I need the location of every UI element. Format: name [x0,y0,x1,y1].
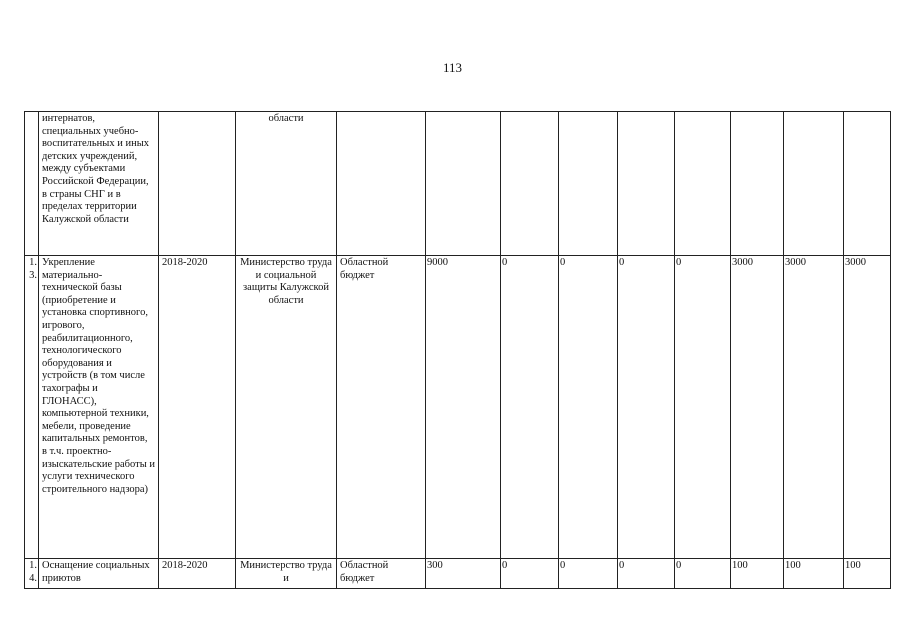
row-number: 1.4. [25,559,39,589]
value-cell: 0 [618,559,675,589]
value-cell: 100 [844,559,891,589]
value-cell [675,112,731,256]
row-number: 1.3. [25,256,39,559]
table-row [25,112,891,256]
measure-name: Укрепление материально-технической базы (приобретение и установка спортивного, игрового, реабилитационного, технологического оборудования и устройств (в том числе тахографы и ГЛОНАСС), компьютерной техники, мебели, проведение капитальных ремонтов, в т.ч. проектно-изыскательские работы и услуги технического строительного надзора) [39,256,159,559]
value-cell: 0 [501,559,559,589]
period [159,112,236,256]
value-cell [618,112,675,256]
value-cell: 0 [559,559,618,589]
table-row [25,256,891,559]
value-cell [731,112,784,256]
executor: Министерство труда и социальной защиты Калужской области [236,256,337,559]
table-row [25,559,891,589]
executor: области [236,112,337,256]
value-cell [784,112,844,256]
measure-name: Оснащение социальных приютов [39,559,159,589]
value-cell: 9000 [426,256,501,559]
executor: Министерство труда и [236,559,337,589]
measure-name: интернатов, специальных учебно-воспитательных и иных детских учреждений, между субъектами Российской Федерации, в страны СНГ и в пределах территории Калужской области [39,112,159,256]
value-cell: 300 [426,559,501,589]
page-number: 113 [442,60,463,75]
value-cell: 3000 [844,256,891,559]
period: 2018-2020 [159,559,236,589]
value-cell: 0 [675,256,731,559]
value-cell: 100 [784,559,844,589]
value-cell: 0 [675,559,731,589]
row-number [25,112,39,256]
value-cell: 0 [618,256,675,559]
value-cell: 0 [559,256,618,559]
value-cell: 3000 [731,256,784,559]
value-cell [501,112,559,256]
program-table [24,111,891,589]
funding-source [337,112,426,256]
value-cell [559,112,618,256]
value-cell: 100 [731,559,784,589]
period: 2018-2020 [159,256,236,559]
value-cell [426,112,501,256]
value-cell [844,112,891,256]
value-cell: 3000 [784,256,844,559]
funding-source: Областной бюджет [337,256,426,559]
funding-source: Областной бюджет [337,559,426,589]
value-cell: 0 [501,256,559,559]
